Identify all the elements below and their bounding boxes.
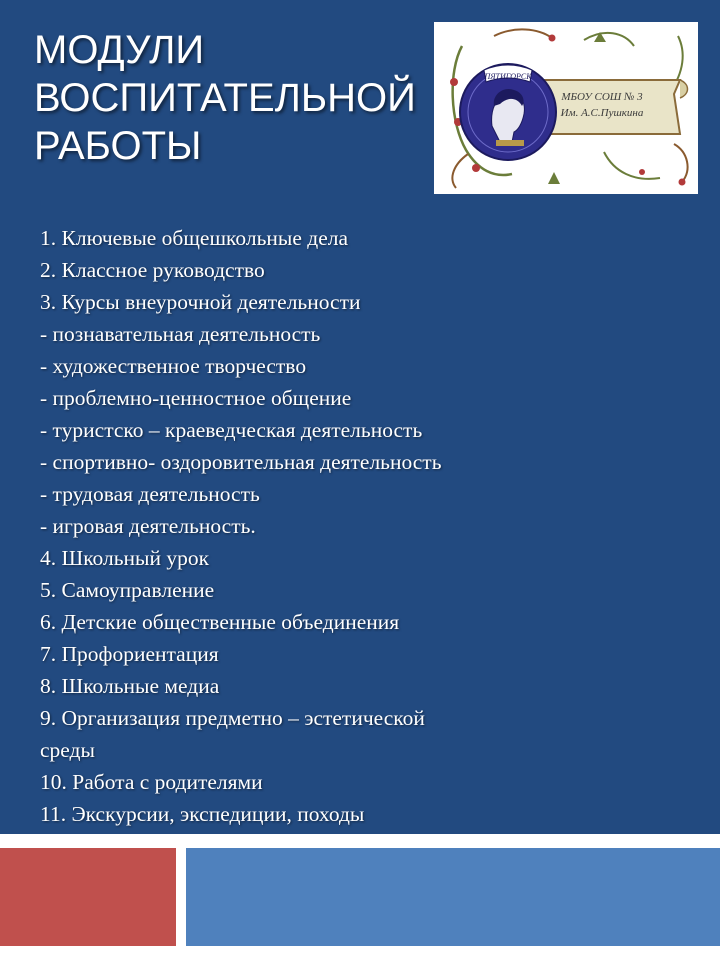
list-item: среды (40, 738, 95, 762)
list-item: 6. Детские общественные объединения (40, 610, 400, 634)
footer-accent-red (0, 848, 176, 946)
list-item: 3. Курсы внеурочной деятельности (40, 290, 361, 314)
logo-city-label: ПЯТИГОРСК (484, 72, 532, 81)
list-item: - трудовая деятельность (40, 482, 260, 506)
list-item: - игровая деятельность. (40, 514, 256, 538)
school-logo (434, 22, 698, 194)
list-item: 11. Экскурсии, экспедиции, походы (40, 802, 365, 826)
slide-title (34, 26, 434, 170)
banner-line-1: МБОУ СОШ № 3 (561, 91, 643, 103)
list-item: 8. Школьные медиа (40, 674, 220, 698)
title-line-2: ВОСПИТАТЕЛЬНОЙ (34, 76, 416, 120)
title-line-1: МОДУЛИ (34, 28, 205, 72)
list-item: 4. Школьный урок (40, 546, 210, 570)
list-item: - художественное творчество (40, 354, 307, 378)
module-list (40, 222, 700, 830)
school-emblem-icon (434, 22, 698, 194)
list-item: 7. Профориентация (40, 642, 219, 666)
list-item: - спортивно- оздоровительная деятельность (40, 450, 442, 474)
list-item: 1. Ключевые общешкольные дела (40, 226, 349, 250)
list-item: 10. Работа с родителями (40, 770, 263, 794)
title-line-3: РАБОТЫ (34, 124, 202, 168)
banner-line-2: Им. А.С.Пушкина (560, 107, 644, 119)
list-item: 5. Самоуправление (40, 578, 215, 602)
list-item: 2. Классное руководство (40, 258, 265, 282)
list-item: - познавательная деятельность (40, 322, 321, 346)
list-item: - проблемно-ценностное общение (40, 386, 352, 410)
list-item: 9. Организация предметно – эстетической (40, 706, 425, 730)
footer-accent-blue (186, 848, 720, 946)
list-item: - туристско – краеведческая деятельность (40, 418, 423, 442)
